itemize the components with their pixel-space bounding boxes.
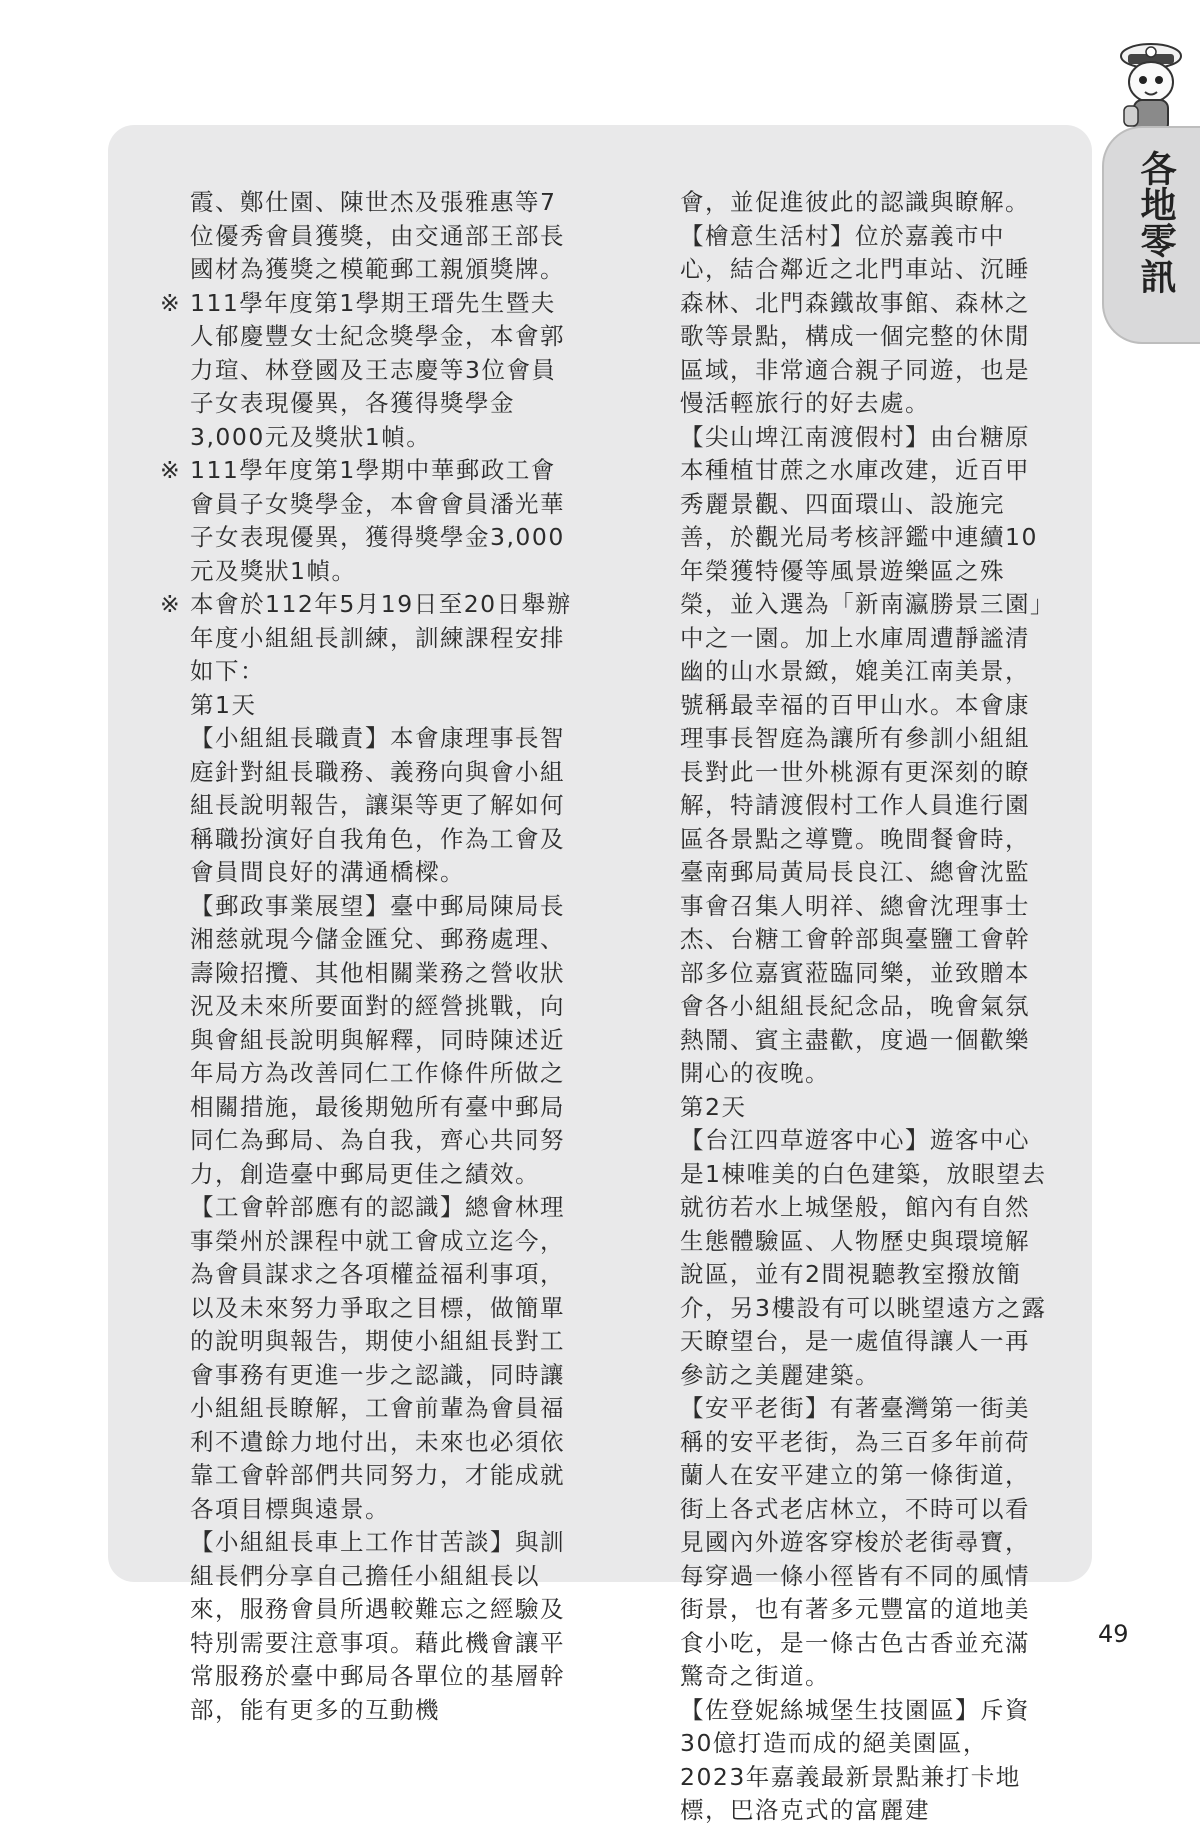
paragraph bbox=[650, 1091, 1050, 1125]
paragraph bbox=[160, 890, 580, 1192]
paragraph-text: 【檜意生活村】位於嘉義市中心，結合鄰近之北門車站、沉睡森林、北門森鐵故事館、森林之歌等景點，構成一個完整的休閒區域，非常適合親子同遊，也是慢活輕旅行的好去處。 bbox=[680, 221, 1030, 417]
paragraph-text: 111學年度第1學期中華郵政工會會員子女獎學金，本會會員潘光華子女表現優異，獲得獎學金3,000元及獎狀1幀。 bbox=[190, 456, 565, 585]
paragraph-text: 111學年度第1學期王瑨先生暨夫人郁慶豐女士紀念獎學金，本會郭力瑄、林登國及王志慶等3位會員子女表現優異，各獲得獎學金3,000元及獎狀1幀。 bbox=[190, 288, 565, 451]
page-number: 49 bbox=[1098, 1620, 1129, 1648]
paragraph-text: 霞、鄭仕園、陳世杰及張雅惠等7位優秀會員獲獎，由交通部王部長國材為獲獎之模範郵工親頒獎牌。 bbox=[190, 188, 565, 283]
paragraph-text: 【尖山埤江南渡假村】由台糖原本種植甘蔗之水庫改建，近百甲秀麗景觀、四面環山、設施完善，於觀光局考核評鑑中連續10年榮獲特優等風景遊樂區之殊榮，並入選為「新南瀛勝景三園」中之一園。加上水庫周遭靜謐清幽的山水景緻，媲美江南美景，號稱最幸福的百甲山水。本會康理事長智庭為讓所有參訓小組組長對此一世外桃源有更深刻的瞭解，特請渡假村工作人員進行園區各景點之導覽。晚間餐會時，臺南郵局黃局長良江、總會沈監事會召集人明祥、總會沈理事士杰、台糖工會幹部與臺鹽工會幹部多位嘉賓蒞臨同樂，並致贈本會各小組組長紀念品，晚會氣氛熱鬧、賓主盡歡，度過一個歡樂開心的夜晚。 bbox=[680, 422, 1044, 1087]
paragraph-text: 【小組組長職責】本會康理事長智庭針對組長職務、義務向與會小組組長說明報告，讓渠等更了解如何稱職扮演好自我角色，作為工會及會員間良好的溝通橋樑。 bbox=[190, 724, 565, 886]
section-tab-label: 各地零訊 bbox=[1135, 150, 1177, 294]
paragraph-text: 【小組組長車上工作甘苦談】與訓組長們分享自己擔任小組組長以來，服務會員所遇較難忘之經驗及特別需要注意事項。藉此機會讓平常服務於臺中郵局各單位的基層幹部，能有更多的互動機 bbox=[190, 1528, 565, 1724]
paragraph bbox=[650, 421, 1050, 1091]
paragraph bbox=[650, 1392, 1050, 1694]
note-paragraph bbox=[160, 287, 580, 455]
paragraph-text: 第2天 bbox=[680, 1092, 747, 1121]
note-paragraph bbox=[160, 454, 580, 588]
paragraph bbox=[160, 1191, 580, 1526]
paragraph bbox=[160, 689, 580, 723]
paragraph-text: 【佐登妮絲城堡生技園區】斥資30億打造而成的絕美園區，2023年嘉義最新景點兼打卡地標，巴洛克式的富麗建 bbox=[680, 1695, 1030, 1824]
paragraph bbox=[160, 722, 580, 890]
paragraph-text: 【安平老街】有著臺灣第一街美稱的安平老街，為三百多年前荷蘭人在安平建立的第一條街道，街上各式老店林立，不時可以看見國內外遊客穿梭於老街尋寶，每穿過一條小徑皆有不同的風情街景，也有著多元豐富的道地美食小吃，是一條古色古香並充滿驚奇之街道。 bbox=[680, 1394, 1030, 1690]
paragraph bbox=[650, 1694, 1050, 1828]
paragraph-text: 本會於112年5月19日至20日舉辦年度小組組長訓練，訓練課程安排如下： bbox=[190, 590, 572, 685]
paragraph bbox=[650, 220, 1050, 421]
right-column bbox=[650, 186, 1050, 1828]
note-mark: ※ bbox=[160, 288, 182, 317]
note-mark: ※ bbox=[160, 590, 182, 618]
left-column bbox=[160, 186, 580, 1727]
paragraph-text: 【郵政事業展望】臺中郵局陳局長湘慈就現今儲金匯兌、郵務處理、壽險招攬、其他相關業務之營收狀況及未來所要面對的經營挑戰，向與會組長說明與解釋，同時陳述近年局方為改善同仁工作條件所做之相關措施，最後期勉所有臺中郵局同仁為郵局、為自我，齊心共同努力，創造臺中郵局更佳之績效。 bbox=[190, 891, 565, 1188]
paragraph bbox=[650, 1124, 1050, 1392]
note-mark: ※ bbox=[160, 456, 182, 484]
paragraph-text: 第1天 bbox=[190, 690, 257, 719]
note-paragraph bbox=[160, 588, 580, 689]
paragraph bbox=[160, 186, 580, 287]
paragraph bbox=[160, 1526, 580, 1727]
paragraph bbox=[650, 186, 1050, 220]
paragraph-text: 會，並促進彼此的認識與瞭解。 bbox=[680, 188, 1030, 216]
paragraph-text: 【台江四草遊客中心】遊客中心是1棟唯美的白色建築，放眼望去就彷若水上城堡般，館內有自然生態體驗區、人物歷史與環境解說區，並有2間視聽教室撥放簡介，另3樓設有可以眺望遠方之露天瞭望台，是一處值得讓人一再參訪之美麗建築。 bbox=[680, 1126, 1047, 1389]
paragraph-text: 【工會幹部應有的認識】總會林理事榮州於課程中就工會成立迄今，為會員謀求之各項權益福利事項，以及未來努力爭取之目標，做簡單的說明與報告，期使小組組長對工會事務有更進一步之認識，同時讓小組組長瞭解，工會前輩為會員福利不遺餘力地付出，未來也必須依靠工會幹部們共同努力，才能成就各項目標與遠景。 bbox=[190, 1193, 565, 1523]
